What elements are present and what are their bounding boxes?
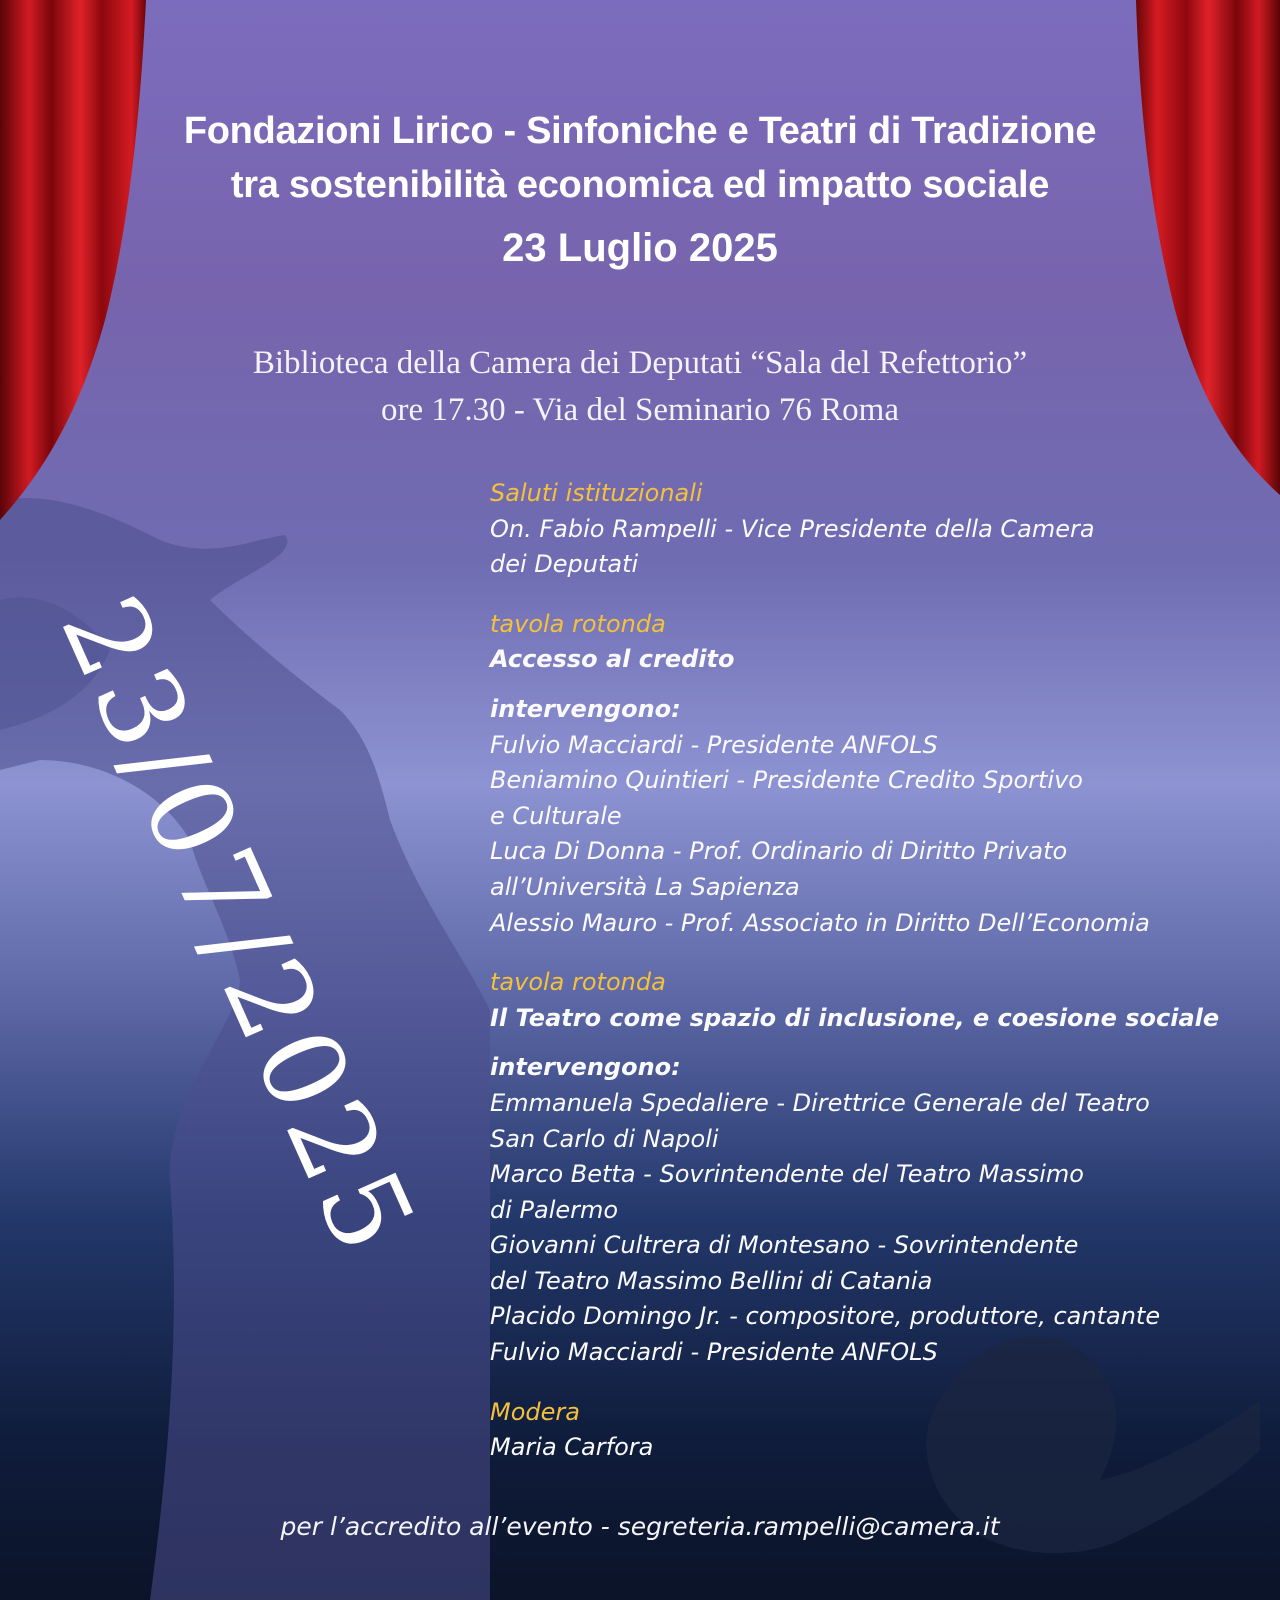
speaker-line: e Culturale (490, 801, 622, 830)
table1-label: tavola rotonda (490, 609, 666, 638)
speaker-line: Giovanni Cultrera di Montesano - Sovrintendente (490, 1231, 1079, 1260)
speaker-line: San Carlo di Napoli (490, 1124, 719, 1153)
event-date: 23 Luglio 2025 (502, 226, 778, 270)
speaker-line: Beniamino Quintieri - Presidente Credito Sportivo (490, 766, 1083, 795)
table1-title: Accesso al credito (490, 645, 735, 674)
title-line-1: Fondazioni Lirico - Sinfoniche e Teatri di Tradizione (183, 110, 1097, 152)
speaker-line: Placido Domingo Jr. - compositore, produttore, cantante (490, 1302, 1161, 1331)
speaker-line: Alessio Mauro - Prof. Associato in Diritto Dell’Economia (490, 908, 1150, 937)
speaker-line: all’Università La Sapienza (490, 872, 800, 901)
program (490, 476, 1250, 1466)
speaker-line: Fulvio Macciardi - Presidente ANFOLS (490, 1338, 938, 1367)
greetings-label: Saluti istituzionali (490, 479, 703, 507)
big-date-text: 23/07/2025 (35, 578, 442, 1276)
table2-speakers-label: intervengono: (490, 1053, 681, 1082)
title-line-2: tra sostenibilità economica ed impatto sociale (230, 164, 1050, 206)
moderator-name: Maria Carfora (490, 1433, 654, 1462)
accreditation-footer: per l’accredito all’evento - segreteria.rampelli@camera.it (280, 1512, 1000, 1541)
table2-label: tavola rotonda (490, 968, 666, 997)
venue-line-2: ore 17.30 - Via del Seminario 76 Roma (381, 392, 899, 428)
speaker-line: di Palermo (490, 1195, 619, 1224)
table1-speakers-label: intervengono: (490, 694, 681, 723)
speaker-line: Emmanuela Spedaliere - Direttrice Generale del Teatro (490, 1088, 1150, 1117)
speaker-line: Luca Di Donna - Prof. Ordinario di Diritto Privato (490, 837, 1068, 866)
speaker-line: Marco Betta - Sovrintendente del Teatro Massimo (490, 1160, 1084, 1189)
speaker-line: Fulvio Macciardi - Presidente ANFOLS (490, 730, 938, 759)
venue-line-1: Biblioteca della Camera dei Deputati “Sala del Refettorio” (252, 345, 1028, 381)
greetings-line-1: On. Fabio Rampelli - Vice Presidente della Camera (490, 514, 1095, 543)
speaker-line: del Teatro Massimo Bellini di Catania (490, 1266, 933, 1295)
table2-title: Il Teatro come spazio di inclusione, e coesione sociale (490, 1003, 1220, 1032)
greetings-line-2: dei Deputati (490, 550, 639, 579)
moderator-label: Modera (490, 1397, 580, 1426)
